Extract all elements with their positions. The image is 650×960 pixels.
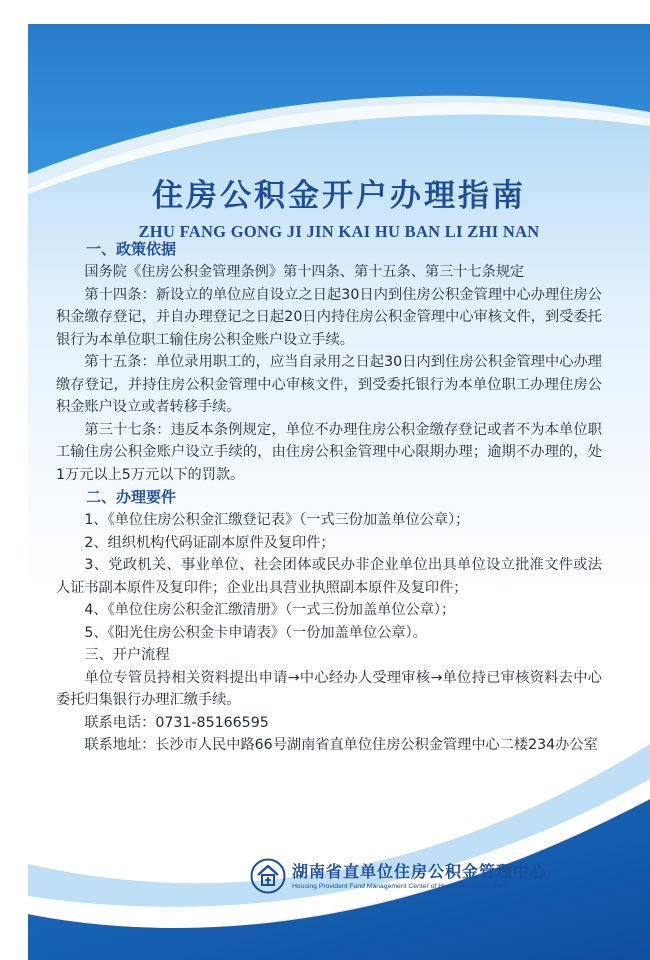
page-subtitle-pinyin: ZHU FANG GONG JI JIN KAI HU BAN LI ZHI NAN: [138, 222, 540, 241]
organization-logo: [250, 858, 547, 894]
organization-name-block: [292, 862, 547, 891]
housing-fund-logo-icon: [250, 858, 286, 894]
title-block: [28, 174, 650, 242]
requirement-item: 4、《单位住房公积金汇缴清册》（一式三份加盖单位公章）；: [84, 602, 456, 618]
organization-name-en: Housing Provident Fund Management Center of Hunan Provincial Units: [292, 882, 507, 890]
article-15: 第十五条：单位录用职工的，应当自录用之日起30日内到住房公积金管理中心办理缴存登记，并持住房公积金管理中心审核文件，到受委托银行为本单位职工办理住房公积金账户设立或者转移手续。: [56, 354, 602, 415]
organization-name-zh: 湖南省直单位住房公积金管理中心: [292, 861, 548, 881]
article-37: 第三十七条：违反本条例规定，单位不办理住房公积金缴存登记或者不为本单位职工输住房公积金账户设立手续的，由住房公积金管理中心限期办理；逾期不办理的，处1万元以上5万元以下的罚款。: [56, 421, 602, 483]
page-title: 住房公积金开户办理指南: [152, 178, 526, 214]
process-description: 单位专管员持相关资料提出申请→中心经办人受理审核→单位持已审核资料去中心委托归集银行办理汇缴手续。: [56, 669, 602, 708]
requirement-item: 2、组织机构代码证副本原件及复印件；: [84, 534, 335, 551]
requirement-item: 3、党政机关、事业单位、社会团体或民办非企业单位出具单位设立批准文件或法人证书副本原件及复印件；企业出具营业执照副本原件及复印件；: [56, 557, 602, 596]
section-heading-process: 三、开户流程: [84, 647, 170, 663]
section-heading-requirements: 二、办理要件: [86, 488, 177, 506]
guide-body: [56, 238, 602, 757]
contact-address: 联系地址：长沙市人民中路66号湖南省直单位住房公积金管理中心二楼234办公室: [84, 737, 598, 753]
article-14: 第十四条：新设立的单位应自设立之日起30日内到住房公积金管理中心办理住房公积金缴存登记，并自办理登记之日起20日内持住房公积金管理中心审核文件，到受委托银行为本单位职工输住房公积金账户设立手续。: [56, 286, 602, 348]
requirement-item: 5、《阳光住房公积金卡申请表》（一份加盖单位公章）。: [84, 624, 427, 641]
contact-phone: 联系电话：0731-85166595: [84, 714, 269, 731]
requirement-item: 1、《单位住房公积金汇缴登记表》（一式三份加盖单位公章）；: [84, 512, 470, 528]
policy-intro: 国务院《住房公积金管理条例》第十四条、第十五条、第三十七条规定: [84, 264, 525, 280]
section-heading-policy: 一、政策依据: [86, 240, 177, 258]
